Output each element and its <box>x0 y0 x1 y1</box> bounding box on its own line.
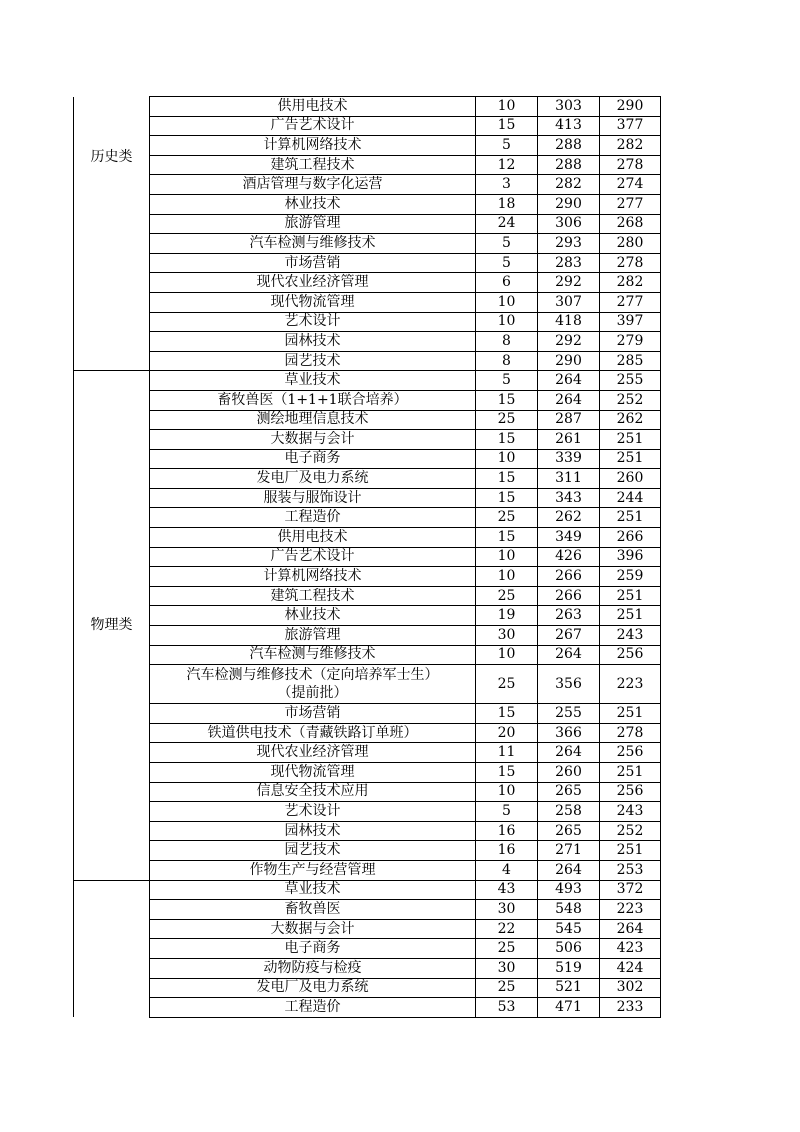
table-row <box>74 821 661 841</box>
min-score-cell: 233 <box>600 998 661 1018</box>
table-row <box>74 449 661 469</box>
category-cell <box>74 880 150 1017</box>
min-score-cell: 251 <box>600 430 661 450</box>
major-name-cell: 作物生产与经营管理 <box>150 860 476 880</box>
plan-count-cell: 20 <box>476 723 538 743</box>
max-score-cell: 266 <box>538 567 600 587</box>
score-table-sheet <box>73 96 660 1018</box>
major-name-cell: 现代农业经济管理 <box>150 273 476 293</box>
min-score-cell: 277 <box>600 194 661 214</box>
plan-count-cell: 5 <box>476 802 538 822</box>
min-score-cell: 285 <box>600 351 661 371</box>
plan-count-cell: 3 <box>476 175 538 195</box>
major-name-cell: 电子商务 <box>150 449 476 469</box>
plan-count-cell: 12 <box>476 155 538 175</box>
table-row <box>74 390 661 410</box>
min-score-cell: 255 <box>600 371 661 391</box>
table-row <box>74 782 661 802</box>
major-name-cell: 大数据与会计 <box>150 919 476 939</box>
min-score-cell: 243 <box>600 626 661 646</box>
plan-count-cell: 11 <box>476 743 538 763</box>
table-row <box>74 371 661 391</box>
table-row <box>74 919 661 939</box>
table-row <box>74 645 661 665</box>
min-score-cell: 290 <box>600 97 661 117</box>
major-name-cell: 建筑工程技术 <box>150 155 476 175</box>
max-score-cell: 493 <box>538 880 600 900</box>
category-label: 历史类 <box>90 148 133 165</box>
max-score-cell: 265 <box>538 782 600 802</box>
min-score-cell: 264 <box>600 919 661 939</box>
max-score-cell: 356 <box>538 665 600 704</box>
min-score-cell: 259 <box>600 567 661 587</box>
min-score-cell: 251 <box>600 704 661 724</box>
major-name-cell: 现代物流管理 <box>150 292 476 312</box>
table-row <box>74 351 661 371</box>
plan-count-cell: 15 <box>476 528 538 548</box>
min-score-cell: 251 <box>600 763 661 783</box>
major-name-cell: 艺术设计 <box>150 802 476 822</box>
max-score-cell: 545 <box>538 919 600 939</box>
table-row <box>74 292 661 312</box>
table-row <box>74 194 661 214</box>
plan-count-cell: 30 <box>476 900 538 920</box>
major-name-cell: 畜牧兽医（1+1+1联合培养） <box>150 390 476 410</box>
major-name-cell: 艺术设计 <box>150 312 476 332</box>
major-name-cell: 畜牧兽医 <box>150 900 476 920</box>
max-score-cell: 264 <box>538 860 600 880</box>
plan-count-cell: 18 <box>476 194 538 214</box>
max-score-cell: 264 <box>538 390 600 410</box>
major-name-cell: 建筑工程技术 <box>150 586 476 606</box>
max-score-cell: 255 <box>538 704 600 724</box>
min-score-cell: 251 <box>600 508 661 528</box>
max-score-cell: 260 <box>538 763 600 783</box>
max-score-cell: 366 <box>538 723 600 743</box>
max-score-cell: 548 <box>538 900 600 920</box>
table-row <box>74 939 661 959</box>
major-name-cell: 园艺技术 <box>150 841 476 861</box>
major-name-cell: 发电厂及电力系统 <box>150 469 476 489</box>
plan-count-cell: 25 <box>476 978 538 998</box>
max-score-cell: 471 <box>538 998 600 1018</box>
major-name-line: （提前批） <box>277 685 348 702</box>
max-score-cell: 263 <box>538 606 600 626</box>
major-name-cell: 园艺技术 <box>150 351 476 371</box>
plan-count-cell: 10 <box>476 449 538 469</box>
table-row <box>74 958 661 978</box>
table-row <box>74 860 661 880</box>
major-name-cell: 现代物流管理 <box>150 763 476 783</box>
max-score-cell: 426 <box>538 547 600 567</box>
major-name-cell: 供用电技术 <box>150 528 476 548</box>
min-score-cell: 280 <box>600 234 661 254</box>
plan-count-cell: 5 <box>476 234 538 254</box>
table-row <box>74 508 661 528</box>
plan-count-cell: 10 <box>476 645 538 665</box>
min-score-cell: 279 <box>600 332 661 352</box>
min-score-cell: 278 <box>600 253 661 273</box>
max-score-cell: 266 <box>538 586 600 606</box>
max-score-cell: 264 <box>538 645 600 665</box>
plan-count-cell: 10 <box>476 292 538 312</box>
plan-count-cell: 10 <box>476 312 538 332</box>
table-row <box>74 253 661 273</box>
min-score-cell: 377 <box>600 116 661 136</box>
plan-count-cell: 5 <box>476 253 538 273</box>
min-score-cell: 251 <box>600 841 661 861</box>
max-score-cell: 343 <box>538 488 600 508</box>
plan-count-cell: 6 <box>476 273 538 293</box>
min-score-cell: 372 <box>600 880 661 900</box>
plan-count-cell: 8 <box>476 332 538 352</box>
min-score-cell: 423 <box>600 939 661 959</box>
plan-count-cell: 30 <box>476 958 538 978</box>
major-name-cell: 大数据与会计 <box>150 430 476 450</box>
max-score-cell: 303 <box>538 97 600 117</box>
table-row <box>74 273 661 293</box>
table-row <box>74 802 661 822</box>
plan-count-cell: 15 <box>476 469 538 489</box>
min-score-cell: 424 <box>600 958 661 978</box>
max-score-cell: 283 <box>538 253 600 273</box>
max-score-cell: 262 <box>538 508 600 528</box>
table-row <box>74 547 661 567</box>
plan-count-cell: 8 <box>476 351 538 371</box>
table-row <box>74 469 661 489</box>
major-name-cell: 林业技术 <box>150 606 476 626</box>
min-score-cell: 243 <box>600 802 661 822</box>
plan-count-cell: 30 <box>476 626 538 646</box>
max-score-cell: 288 <box>538 155 600 175</box>
max-score-cell: 287 <box>538 410 600 430</box>
table-row <box>74 880 661 900</box>
min-score-cell: 244 <box>600 488 661 508</box>
plan-count-cell: 25 <box>476 508 538 528</box>
table-row <box>74 606 661 626</box>
min-score-cell: 223 <box>600 665 661 704</box>
plan-count-cell: 25 <box>476 939 538 959</box>
table-row <box>74 998 661 1018</box>
plan-count-cell: 15 <box>476 430 538 450</box>
max-score-cell: 290 <box>538 351 600 371</box>
table-row <box>74 214 661 234</box>
max-score-cell: 288 <box>538 136 600 156</box>
major-name-cell: 电子商务 <box>150 939 476 959</box>
major-name-cell: 草业技术 <box>150 371 476 391</box>
category-label: 物理类 <box>90 616 133 633</box>
table-row <box>74 234 661 254</box>
major-name-cell: 计算机网络技术 <box>150 136 476 156</box>
plan-count-cell: 5 <box>476 371 538 391</box>
major-name-cell: 广告艺术设计 <box>150 547 476 567</box>
max-score-cell: 267 <box>538 626 600 646</box>
major-name-cell: 酒店管理与数字化运营 <box>150 175 476 195</box>
major-name-cell: 旅游管理 <box>150 626 476 646</box>
min-score-cell: 268 <box>600 214 661 234</box>
major-name-cell: 测绘地理信息技术 <box>150 410 476 430</box>
max-score-cell: 519 <box>538 958 600 978</box>
max-score-cell: 413 <box>538 116 600 136</box>
table-row <box>74 978 661 998</box>
min-score-cell: 253 <box>600 860 661 880</box>
major-name-cell: 草业技术 <box>150 880 476 900</box>
major-name-cell: 供用电技术 <box>150 97 476 117</box>
major-name-cell: 计算机网络技术 <box>150 567 476 587</box>
table-row <box>74 155 661 175</box>
table-row <box>74 97 661 117</box>
table-row <box>74 312 661 332</box>
major-name-cell: 广告艺术设计 <box>150 116 476 136</box>
max-score-cell: 418 <box>538 312 600 332</box>
major-name-cell: 汽车检测与维修技术 <box>150 234 476 254</box>
min-score-cell: 251 <box>600 606 661 626</box>
table-row <box>74 704 661 724</box>
table-row <box>74 626 661 646</box>
max-score-cell: 293 <box>538 234 600 254</box>
table-row <box>74 116 661 136</box>
plan-count-cell: 15 <box>476 488 538 508</box>
min-score-cell: 260 <box>600 469 661 489</box>
plan-count-cell: 25 <box>476 665 538 704</box>
major-name-cell: 工程造价 <box>150 998 476 1018</box>
min-score-cell: 278 <box>600 155 661 175</box>
major-name-cell: 发电厂及电力系统 <box>150 978 476 998</box>
min-score-cell: 396 <box>600 547 661 567</box>
major-name-cell: 市场营销 <box>150 704 476 724</box>
table-row <box>74 763 661 783</box>
max-score-cell: 258 <box>538 802 600 822</box>
max-score-cell: 271 <box>538 841 600 861</box>
category-cell <box>74 97 150 371</box>
major-name-cell: 现代农业经济管理 <box>150 743 476 763</box>
max-score-cell: 349 <box>538 528 600 548</box>
plan-count-cell: 10 <box>476 97 538 117</box>
max-score-cell: 264 <box>538 743 600 763</box>
plan-count-cell: 10 <box>476 782 538 802</box>
min-score-cell: 274 <box>600 175 661 195</box>
table-row <box>74 586 661 606</box>
plan-count-cell: 15 <box>476 116 538 136</box>
plan-count-cell: 25 <box>476 410 538 430</box>
major-name-cell: 园林技术 <box>150 332 476 352</box>
table-row <box>74 665 661 704</box>
min-score-cell: 266 <box>600 528 661 548</box>
category-cell <box>74 371 150 880</box>
plan-count-cell: 16 <box>476 841 538 861</box>
table-row <box>74 567 661 587</box>
plan-count-cell: 24 <box>476 214 538 234</box>
min-score-cell: 302 <box>600 978 661 998</box>
min-score-cell: 282 <box>600 273 661 293</box>
min-score-cell: 251 <box>600 449 661 469</box>
plan-count-cell: 43 <box>476 880 538 900</box>
max-score-cell: 290 <box>538 194 600 214</box>
min-score-cell: 277 <box>600 292 661 312</box>
plan-count-cell: 19 <box>476 606 538 626</box>
table-row <box>74 430 661 450</box>
plan-count-cell: 15 <box>476 704 538 724</box>
max-score-cell: 292 <box>538 332 600 352</box>
plan-count-cell: 4 <box>476 860 538 880</box>
table-row <box>74 136 661 156</box>
max-score-cell: 339 <box>538 449 600 469</box>
max-score-cell: 307 <box>538 292 600 312</box>
plan-count-cell: 16 <box>476 821 538 841</box>
min-score-cell: 256 <box>600 743 661 763</box>
plan-count-cell: 10 <box>476 567 538 587</box>
min-score-cell: 252 <box>600 821 661 841</box>
major-name-cell: 服装与服饰设计 <box>150 488 476 508</box>
min-score-cell: 256 <box>600 645 661 665</box>
max-score-cell: 521 <box>538 978 600 998</box>
max-score-cell: 264 <box>538 371 600 391</box>
major-name-cell: 信息安全技术应用 <box>150 782 476 802</box>
min-score-cell: 251 <box>600 586 661 606</box>
major-name-cell: 市场营销 <box>150 253 476 273</box>
min-score-cell: 256 <box>600 782 661 802</box>
major-name-line: 汽车检测与维修技术（定向培养军士生） <box>186 667 439 684</box>
major-name-cell: 林业技术 <box>150 194 476 214</box>
plan-count-cell: 5 <box>476 136 538 156</box>
plan-count-cell: 15 <box>476 390 538 410</box>
max-score-cell: 282 <box>538 175 600 195</box>
plan-count-cell: 25 <box>476 586 538 606</box>
table-row <box>74 900 661 920</box>
score-table <box>73 96 661 1018</box>
table-row <box>74 332 661 352</box>
major-name-cell <box>150 665 476 704</box>
min-score-cell: 278 <box>600 723 661 743</box>
max-score-cell: 506 <box>538 939 600 959</box>
min-score-cell: 223 <box>600 900 661 920</box>
table-row <box>74 841 661 861</box>
major-name-cell: 园林技术 <box>150 821 476 841</box>
max-score-cell: 306 <box>538 214 600 234</box>
major-name-cell: 汽车检测与维修技术 <box>150 645 476 665</box>
score-table-body <box>74 97 661 1018</box>
table-row <box>74 175 661 195</box>
table-row <box>74 528 661 548</box>
max-score-cell: 292 <box>538 273 600 293</box>
min-score-cell: 397 <box>600 312 661 332</box>
major-name-cell: 旅游管理 <box>150 214 476 234</box>
table-row <box>74 410 661 430</box>
major-name-cell: 铁道供电技术（青藏铁路订单班） <box>150 723 476 743</box>
max-score-cell: 311 <box>538 469 600 489</box>
plan-count-cell: 10 <box>476 547 538 567</box>
max-score-cell: 261 <box>538 430 600 450</box>
min-score-cell: 282 <box>600 136 661 156</box>
major-name-cell: 工程造价 <box>150 508 476 528</box>
major-name-cell: 动物防疫与检疫 <box>150 958 476 978</box>
plan-count-cell: 22 <box>476 919 538 939</box>
min-score-cell: 252 <box>600 390 661 410</box>
plan-count-cell: 53 <box>476 998 538 1018</box>
max-score-cell: 265 <box>538 821 600 841</box>
min-score-cell: 262 <box>600 410 661 430</box>
plan-count-cell: 15 <box>476 763 538 783</box>
table-row <box>74 723 661 743</box>
table-row <box>74 743 661 763</box>
table-row <box>74 488 661 508</box>
